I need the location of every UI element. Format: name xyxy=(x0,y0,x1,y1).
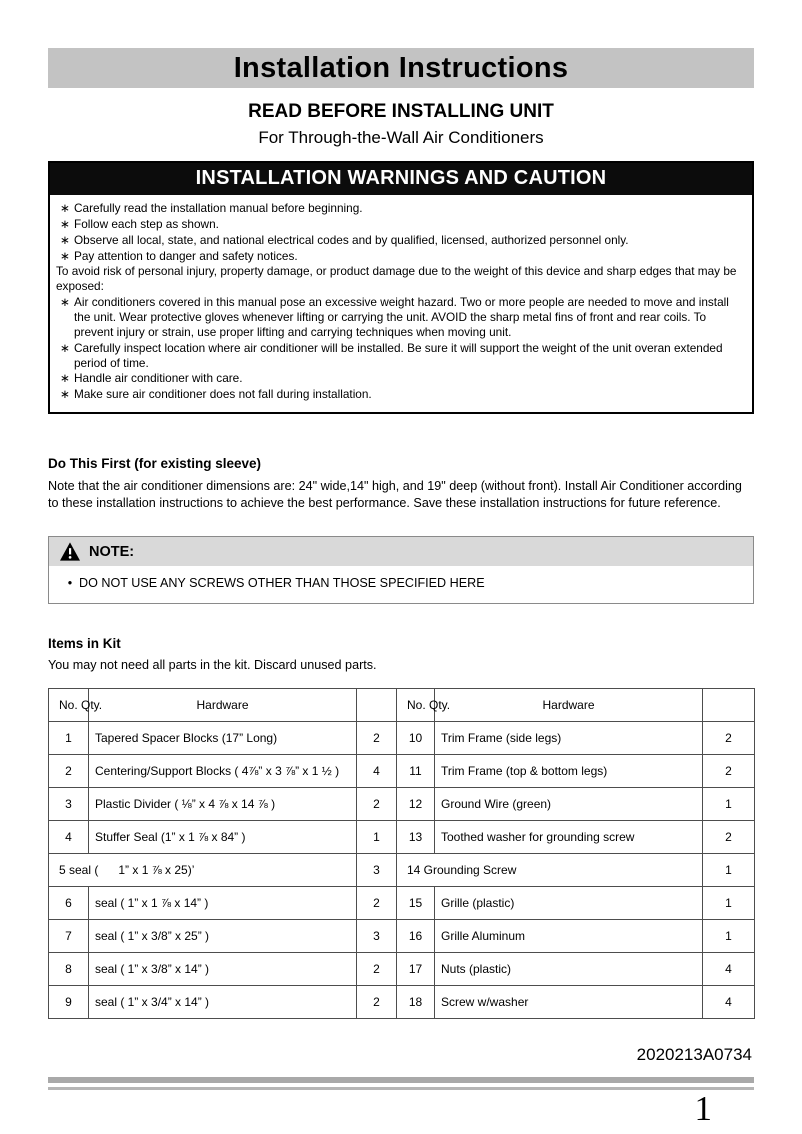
kit-row xyxy=(49,821,755,854)
item-no: 3 xyxy=(49,788,89,821)
warning-text: Air conditioners covered in this manual pose an excessive weight hazard. Two or more people are needed to move and install the unit. Wear protective gloves whenever lifting or carrying the unit. AVOID the sharp metal fins of front and rear coils. To prevent injury or strain, use proper lifting and carrying techniques when moving unit. xyxy=(74,295,729,339)
item-hardware: Toothed washer for grounding screw xyxy=(435,821,703,854)
subtitle-product: For Through-the-Wall Air Conditioners xyxy=(258,128,544,147)
item-hardware: Stuffer Seal (1” x 1 ⅞ x 84” ) xyxy=(89,821,357,854)
item-qty: 2 xyxy=(357,986,397,1019)
asterisk-bullet-icon xyxy=(56,387,74,402)
item-no: 8 xyxy=(49,953,89,986)
warning-text: Observe all local, state, and national electrical codes and by qualified, licensed, authorized personnel only. xyxy=(74,232,629,247)
warnings-header: INSTALLATION WARNINGS AND CAUTION xyxy=(50,163,752,195)
col-header-qty-right xyxy=(703,689,755,722)
item-qty: 2 xyxy=(357,722,397,755)
warnings-body xyxy=(50,195,752,412)
note-body xyxy=(49,566,753,603)
warning-item xyxy=(56,371,744,386)
kit-row xyxy=(49,887,755,920)
kit-row xyxy=(49,722,755,755)
kit-row xyxy=(49,755,755,788)
warnings-bottom-list xyxy=(56,295,744,402)
note-box xyxy=(48,536,754,604)
items-in-kit-heading: Items in Kit xyxy=(48,636,121,652)
col-header-hardware-left: Hardware xyxy=(89,689,357,722)
warning-item xyxy=(56,201,744,216)
note-bullet-text: DO NOT USE ANY SCREWS OTHER THAN THOSE SPECIFIED HERE xyxy=(79,576,485,591)
kit-row xyxy=(49,986,755,1019)
warning-item xyxy=(56,249,744,264)
item-qty: 1 xyxy=(703,887,755,920)
item-qty: 2 xyxy=(357,953,397,986)
warning-text: Carefully read the installation manual before beginning. xyxy=(74,201,363,215)
item-hardware: Plastic Divider ( ⅛” x 4 ⅞ x 14 ⅞ ) xyxy=(89,788,357,821)
item-no: 18 xyxy=(397,986,435,1019)
item-hardware: Centering/Support Blocks ( 4⅞” x 3 ⅞” x 1 ½ ) xyxy=(89,755,357,788)
page-title: Installation Instructions xyxy=(233,51,569,84)
asterisk-bullet-icon xyxy=(56,341,74,371)
warnings-top-list xyxy=(56,201,744,263)
do-this-first-body: Note that the air conditioner dimensions are: 24" wide,14" high, and 19" deep (without front). Install Air Conditioner according to these installation instructions to achieve the best performance. Save these installation instructions for future reference. xyxy=(48,479,742,511)
item-qty: 1 xyxy=(703,854,755,887)
subtitle-read-before: READ BEFORE INSTALLING UNIT xyxy=(248,101,554,122)
item-hardware: Nuts (plastic) xyxy=(435,953,703,986)
item-hardware: Ground Wire (green) xyxy=(435,788,703,821)
item-hardware: Tapered Spacer Blocks (17” Long) xyxy=(89,722,357,755)
warning-item xyxy=(56,341,744,371)
item-no: 15 xyxy=(397,887,435,920)
item-qty: 4 xyxy=(703,953,755,986)
item-qty: 2 xyxy=(357,887,397,920)
item-hardware: Trim Frame (top & bottom legs) xyxy=(435,755,703,788)
item-no: 17 xyxy=(397,953,435,986)
item-no: 7 xyxy=(49,920,89,953)
do-this-first-heading: Do This First (for existing sleeve) xyxy=(48,456,262,472)
warnings-intro: To avoid risk of personal injury, property damage, or product damage due to the weight of this device and sharp edges that may be exposed: xyxy=(56,264,737,294)
asterisk-bullet-icon xyxy=(56,249,74,264)
warning-triangle-icon xyxy=(60,542,80,561)
do-this-first-section xyxy=(48,456,754,512)
item-hardware: Screw w/washer xyxy=(435,986,703,1019)
asterisk-bullet-icon xyxy=(56,371,74,386)
item-hardware-merged: 5 seal ( 1” x 1 ⅞ x 25)’ xyxy=(49,854,357,887)
item-qty: 2 xyxy=(703,755,755,788)
items-in-kit-body: You may not need all parts in the kit. Discard unused parts. xyxy=(48,658,377,673)
item-no: 12 xyxy=(397,788,435,821)
col-header-no-qty-left: No. Qty. xyxy=(49,689,89,722)
item-qty: 3 xyxy=(357,920,397,953)
warnings-box xyxy=(48,161,754,414)
item-qty: 4 xyxy=(357,755,397,788)
item-no: 16 xyxy=(397,920,435,953)
item-no: 11 xyxy=(397,755,435,788)
warning-text: Make sure air conditioner does not fall during installation. xyxy=(74,387,372,402)
kit-row xyxy=(49,788,755,821)
item-qty: 4 xyxy=(703,986,755,1019)
footer-rule-thick xyxy=(48,1077,754,1083)
asterisk-bullet-icon xyxy=(56,295,74,340)
item-no: 9 xyxy=(49,986,89,1019)
warning-item xyxy=(56,295,744,340)
document-number: 2020213A0734 xyxy=(636,1045,752,1065)
kit-row xyxy=(49,854,755,887)
item-no: 2 xyxy=(49,755,89,788)
kit-table xyxy=(48,688,755,1019)
item-no: 4 xyxy=(49,821,89,854)
item-hardware: seal ( 1” x 3/8” x 25” ) xyxy=(89,920,357,953)
kit-table-header-row xyxy=(49,689,755,722)
item-hardware: Grille Aluminum xyxy=(435,920,703,953)
item-hardware-merged: 14 Grounding Screw xyxy=(397,854,703,887)
col-header-qty-left xyxy=(357,689,397,722)
asterisk-bullet-icon xyxy=(56,217,74,232)
item-qty: 1 xyxy=(703,920,755,953)
kit-row xyxy=(49,920,755,953)
page-number: 1 xyxy=(694,1089,712,1129)
item-no: 13 xyxy=(397,821,435,854)
note-header xyxy=(49,537,753,566)
kit-row xyxy=(49,953,755,986)
item-hardware: Grille (plastic) xyxy=(435,887,703,920)
items-in-kit-section xyxy=(48,636,754,1019)
asterisk-bullet-icon xyxy=(56,233,74,248)
note-bullet-item xyxy=(61,576,743,590)
warning-text: Pay attention to danger and safety notices. xyxy=(74,248,298,263)
item-qty: 1 xyxy=(357,821,397,854)
item-qty: 1 xyxy=(703,788,755,821)
item-qty: 2 xyxy=(703,821,755,854)
warning-text: Follow each step as shown. xyxy=(74,216,219,231)
item-qty: 2 xyxy=(357,788,397,821)
warning-item xyxy=(56,217,744,232)
warning-item xyxy=(56,387,744,402)
dot-bullet-icon xyxy=(61,576,79,590)
item-qty: 2 xyxy=(703,722,755,755)
warning-text: Handle air conditioner with care. xyxy=(74,371,243,386)
item-no: 6 xyxy=(49,887,89,920)
item-qty: 3 xyxy=(357,854,397,887)
item-hardware: seal ( 1” x 1 ⅞ x 14” ) xyxy=(89,887,357,920)
asterisk-bullet-icon xyxy=(56,201,74,216)
item-hardware: seal ( 1” x 3/4” x 14” ) xyxy=(89,986,357,1019)
item-no: 10 xyxy=(397,722,435,755)
title-bar xyxy=(48,48,754,88)
item-hardware: Trim Frame (side legs) xyxy=(435,722,703,755)
note-label: NOTE: xyxy=(89,543,135,560)
item-hardware: seal ( 1” x 3/8” x 14” ) xyxy=(89,953,357,986)
warning-item xyxy=(56,233,744,248)
col-header-hardware-right: Hardware xyxy=(435,689,703,722)
item-no: 1 xyxy=(49,722,89,755)
col-header-no-qty-right: No. Qty. xyxy=(397,689,435,722)
warning-text: Carefully inspect location where air conditioner will be installed. Be sure it will support the weight of the unit overan extended period of time. xyxy=(74,340,723,370)
